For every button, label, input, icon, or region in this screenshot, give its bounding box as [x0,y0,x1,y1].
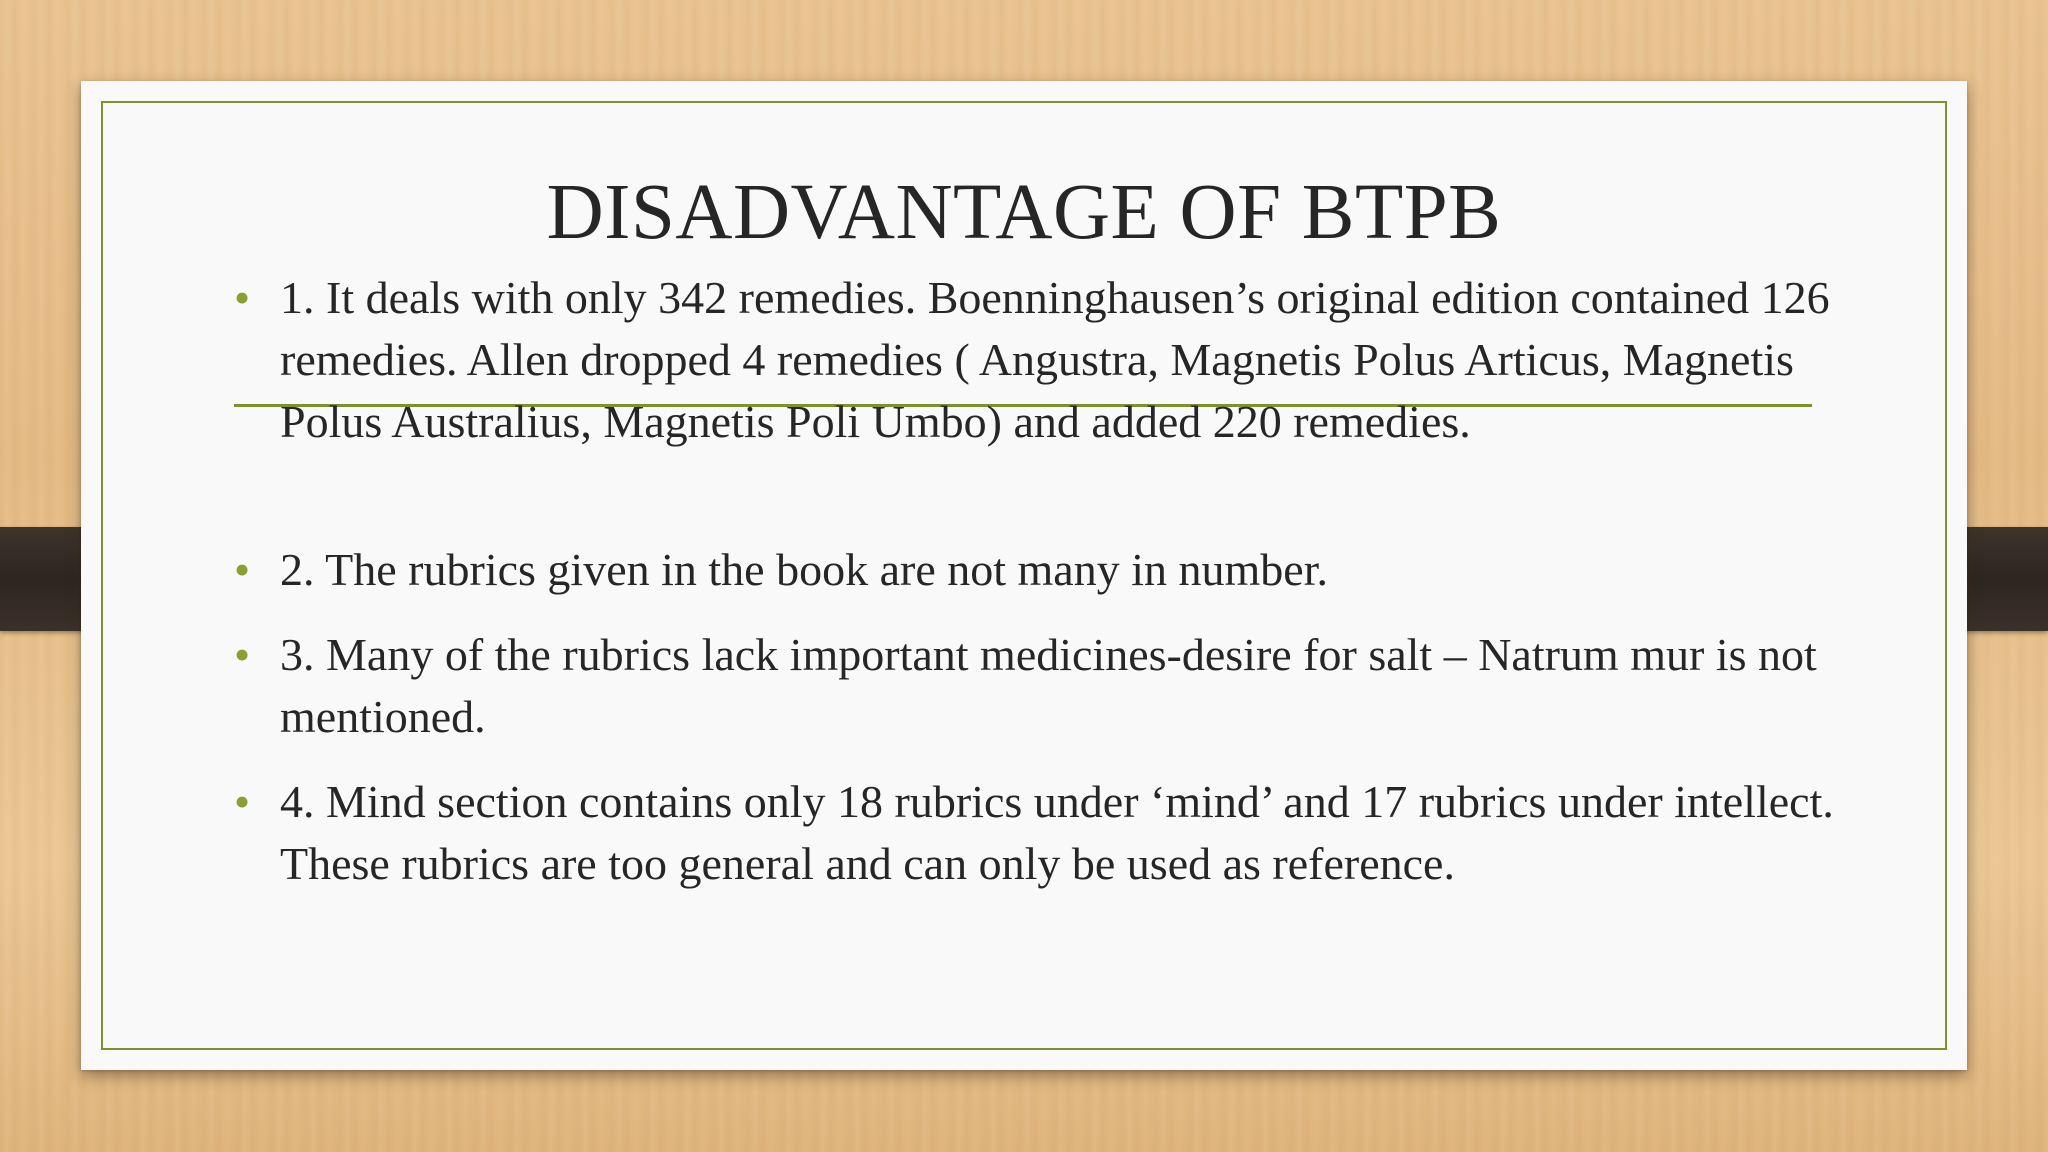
slide-card [81,81,1967,1070]
slide-title: DISADVANTAGE OF BTPB [546,169,1502,256]
bullet-text-4: 4. Mind section contains only 18 rubrics under ‘mind’ and 17 rubrics under intellect. These rubrics are too general and can only be used as reference. [280,776,1834,889]
bullet-dot-icon: • [234,272,251,323]
bullet-dot-icon: • [234,544,251,595]
bullet-text-1: 1. It deals with only 342 remedies. Boenninghausen’s original edition contained 126 remedies. Allen dropped 4 remedies ( Angustra, Magnetis Polus Articus, Magnetis Polus Australius, Magnetis Poli Umbo) and added 220 remedies. [280,272,1830,447]
bullet-dot-icon: • [234,776,251,827]
bullet-dot-icon: • [234,629,251,680]
bullet-text-3: 3. Many of the rubrics lack important medicines-desire for salt – Natrum mur is not mentioned. [280,629,1817,742]
bullet-text-2: 2. The rubrics given in the book are not many in number. [280,544,1328,595]
